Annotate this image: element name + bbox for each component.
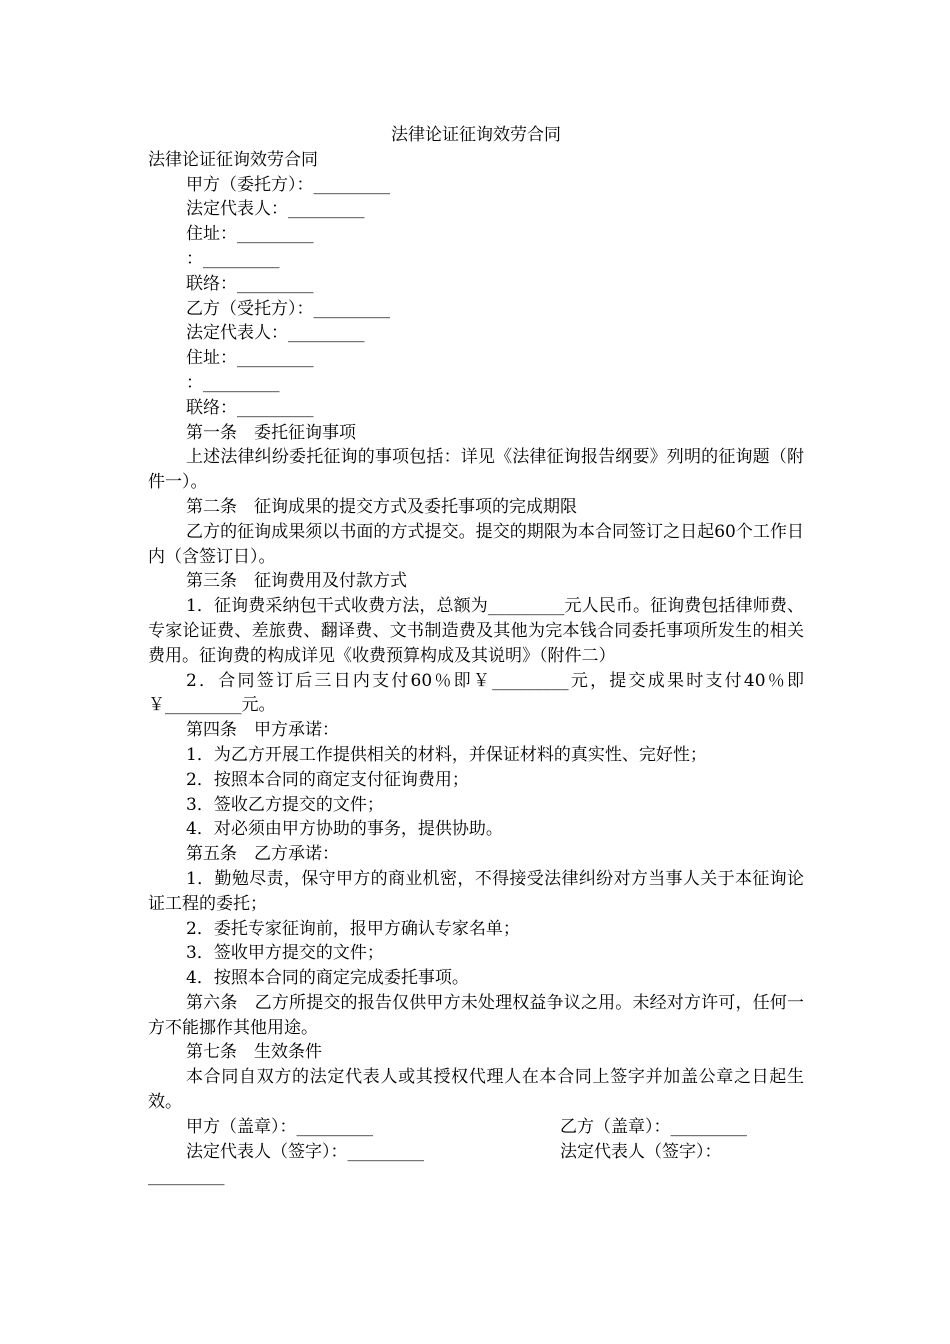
article-3-heading: 第三条 征询费用及付款方式 [186, 571, 407, 592]
party-a-contact-line: 联络：_________ [186, 273, 314, 294]
party-a-blank-line: ：_________ [186, 248, 280, 269]
party-b-rep-signature: 法定代表人（签字）： [560, 1141, 722, 1162]
article-5-item-2: 2．委托专家征询前，报甲方确认专家名单； [186, 918, 520, 939]
article-4-item-1: 1．为乙方开展工作提供相关的材料，并保证材料的真实性、完好性； [186, 744, 707, 765]
party-b-address-line: 住址：_________ [186, 348, 314, 369]
party-b-blank-line: ：_________ [186, 372, 280, 393]
article-3-item-1: 1．征询费采纳包干式收费方法，总额为_________元人民币。征询费包括律师费、专家论证费、差旅费、翻译费、文书制造费及其他为完本钱合同委托事项所发生的相关费用。征询费的构成详见《收费预算构成及其说明》（附件二） [148, 596, 804, 666]
article-4-item-2: 2．按照本合同的商定支付征询费用； [186, 769, 469, 790]
document-page [148, 123, 804, 1189]
party-b-contact-line: 联络：_________ [186, 397, 314, 418]
party-b-seal: 乙方（盖章）：_________ [560, 1116, 747, 1137]
article-2-body: 乙方的征询成果须以书面的方式提交。提交的期限为本合同签订之日起60个工作日内（含签订日）。 [148, 521, 804, 567]
party-b-line: 乙方（受托方）：_________ [186, 298, 390, 319]
party-a-address-line: 住址：_________ [186, 224, 314, 245]
party-b-rep-blank: _________ [148, 1166, 225, 1187]
party-a-seal: 甲方（盖章）：_________ [186, 1116, 373, 1137]
article-5-item-1: 1．勤勉尽责，保守甲方的商业机密，不得接受法律纠纷对方当事人关于本征询论证工程的委托； [148, 868, 804, 914]
signature-row-rep [148, 1140, 804, 1165]
article-1-heading: 第一条 委托征询事项 [186, 422, 356, 443]
article-7-body: 本合同自双方的法定代表人或其授权代理人在本合同上签字并加盖公章之日起生效。 [148, 1067, 804, 1113]
article-2-heading: 第二条 征询成果的提交方式及委托事项的完成期限 [186, 496, 577, 517]
party-a-line: 甲方（委托方）：_________ [186, 174, 390, 195]
party-a-rep-line: 法定代表人：_________ [186, 199, 365, 220]
article-7-heading: 第七条 生效条件 [186, 1042, 322, 1063]
document-subtitle: 法律论证征询效劳合同 [148, 149, 318, 170]
document-title: 法律论证征询效劳合同 [391, 125, 561, 145]
article-1-body: 上述法律纠纷委托征询的事项包括：详见《法律征询报告纲要》列明的征询题（附件一）。 [148, 447, 804, 493]
signature-row-seal [148, 1115, 804, 1140]
article-4-item-3: 3．签收乙方提交的文件； [186, 794, 384, 815]
party-a-rep-signature: 法定代表人（签字）：_________ [186, 1141, 424, 1162]
article-5-item-4: 4．按照本合同的商定完成委托事项。 [186, 968, 469, 989]
party-b-rep-line: 法定代表人：_________ [186, 323, 365, 344]
article-4-item-4: 4．对必须由甲方协助的事务，提供协助。 [186, 819, 503, 840]
article-4-heading: 第四条 甲方承诺： [186, 720, 339, 741]
article-3-item-2: 2．合同签订后三日内支付60％即￥_________元，提交成果时支付40％即￥_________元。 [148, 670, 804, 716]
article-5-heading: 第五条 乙方承诺： [186, 844, 339, 865]
article-5-item-3: 3．签收甲方提交的文件； [186, 943, 384, 964]
article-6: 第六条 乙方所提交的报告仅供甲方未处理权益争议之用。未经对方许可，任何一方不能挪作其他用途。 [148, 992, 804, 1038]
